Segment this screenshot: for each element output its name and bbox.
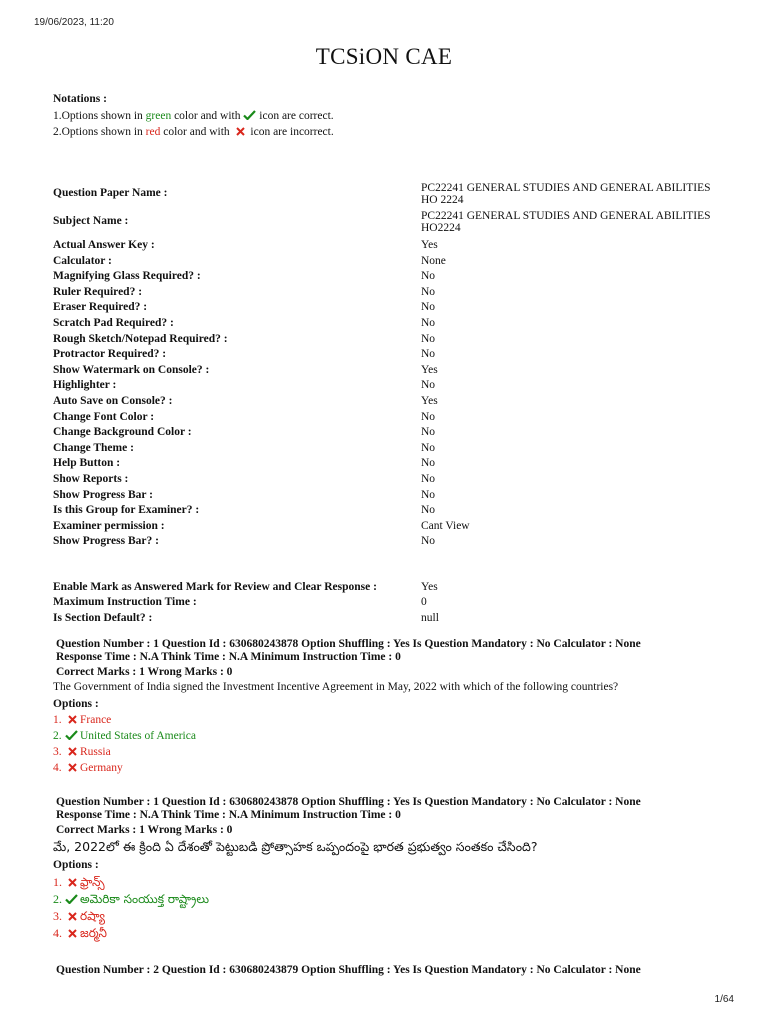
detail-value: No bbox=[421, 472, 436, 485]
detail-key: Help Button : bbox=[53, 457, 121, 470]
check-icon bbox=[65, 894, 78, 904]
option-number: 3. bbox=[53, 908, 62, 923]
notations-heading: Notations : bbox=[53, 93, 107, 105]
detail-value: 0 bbox=[421, 596, 427, 609]
option-item bbox=[53, 728, 713, 744]
notation-incorrect bbox=[53, 124, 713, 140]
option-number: 4. bbox=[53, 925, 62, 940]
option-label: Russia bbox=[80, 745, 111, 758]
section-details-table bbox=[53, 580, 713, 627]
option-label: ఫ్రాన్స్ bbox=[80, 874, 105, 889]
detail-row bbox=[53, 378, 713, 394]
detail-key: Highlighter : bbox=[53, 379, 117, 392]
option-label: అమెరికా సంయుక్త రాష్ట్రాలు bbox=[80, 891, 209, 906]
page-number: 1/64 bbox=[714, 994, 734, 1005]
cross-icon bbox=[68, 878, 77, 887]
red-word: red bbox=[145, 126, 161, 138]
option-number: 2. bbox=[53, 729, 62, 742]
notation-text: 1.Options shown in bbox=[53, 110, 146, 122]
detail-value: No bbox=[421, 457, 436, 470]
option-number: 1. bbox=[53, 874, 62, 889]
detail-key: Subject Name : bbox=[53, 215, 129, 227]
notations bbox=[53, 91, 713, 182]
question-marks: Correct Marks : 1 Wrong Marks : 0 bbox=[56, 823, 233, 836]
detail-value: Yes bbox=[421, 394, 438, 407]
option-number: 3. bbox=[53, 745, 62, 758]
detail-row bbox=[53, 332, 713, 348]
detail-key: Eraser Required? : bbox=[53, 301, 148, 314]
detail-row bbox=[53, 254, 713, 270]
detail-key: Is Section Default? : bbox=[53, 612, 153, 625]
detail-value: No bbox=[421, 426, 436, 439]
detail-row bbox=[53, 425, 713, 441]
detail-row bbox=[53, 472, 713, 488]
detail-value: Yes bbox=[421, 239, 438, 251]
option-item bbox=[53, 744, 713, 760]
detail-value: No bbox=[421, 379, 436, 392]
detail-key: Show Reports : bbox=[53, 472, 129, 485]
question-marks: Correct Marks : 1 Wrong Marks : 0 bbox=[56, 665, 233, 678]
cross-icon bbox=[68, 912, 77, 921]
detail-key: Change Background Color : bbox=[53, 426, 192, 439]
detail-key: Change Font Color : bbox=[53, 410, 155, 423]
detail-value: No bbox=[421, 535, 436, 548]
option-item bbox=[53, 712, 713, 728]
detail-row bbox=[53, 316, 713, 332]
detail-value: No bbox=[421, 410, 436, 423]
detail-row bbox=[53, 347, 713, 363]
detail-value: No bbox=[421, 348, 436, 361]
detail-row bbox=[53, 488, 713, 504]
detail-key: Ruler Required? : bbox=[53, 285, 143, 298]
cross-icon bbox=[68, 715, 77, 724]
option-item bbox=[53, 891, 713, 908]
detail-key: Change Theme : bbox=[53, 441, 134, 454]
cross-icon bbox=[68, 747, 77, 756]
detail-row bbox=[53, 394, 713, 410]
detail-row bbox=[53, 441, 713, 457]
detail-key: Scratch Pad Required? : bbox=[53, 316, 174, 329]
detail-value: No bbox=[421, 270, 436, 283]
detail-value: No bbox=[421, 316, 436, 329]
detail-value: No bbox=[421, 301, 436, 314]
detail-key: Magnifying Glass Required? : bbox=[53, 270, 201, 283]
detail-value: None bbox=[421, 254, 446, 267]
detail-row bbox=[53, 595, 713, 611]
detail-key: Show Progress Bar : bbox=[53, 488, 153, 501]
detail-key: Is this Group for Examiner? : bbox=[53, 504, 200, 517]
question-header: Question Number : 1 Question Id : 630680243878 Option Shuffling : Yes Is Question Mandatory : No Calculator : None bbox=[56, 795, 641, 808]
options-label: Options : bbox=[53, 858, 99, 871]
detail-row bbox=[53, 363, 713, 379]
check-icon bbox=[243, 110, 256, 120]
detail-key: Rough Sketch/Notepad Required? : bbox=[53, 332, 228, 345]
notation-text: 2.Options shown in bbox=[53, 126, 146, 138]
detail-key: Calculator : bbox=[53, 254, 112, 267]
option-item bbox=[53, 874, 713, 891]
detail-key: Examiner permission : bbox=[53, 519, 165, 532]
cross-icon bbox=[68, 763, 77, 772]
question-timing: Response Time : N.A Think Time : N.A Minimum Instruction Time : 0 bbox=[56, 650, 401, 663]
question-header: Question Number : 1 Question Id : 630680243878 Option Shuffling : Yes Is Question Mandatory : No Calculator : None bbox=[56, 637, 641, 650]
detail-value: No bbox=[421, 285, 436, 298]
page-title: TCSiON CAE bbox=[315, 44, 453, 69]
detail-row bbox=[53, 519, 713, 535]
option-label: United States of America bbox=[80, 729, 196, 742]
notation-text: icon are incorrect. bbox=[247, 126, 334, 138]
notation-text: color and with bbox=[171, 110, 244, 122]
detail-key: Auto Save on Console? : bbox=[53, 394, 173, 407]
question-header: Question Number : 2 Question Id : 630680243879 Option Shuffling : Yes Is Question Mandatory : No Calculator : None bbox=[56, 963, 641, 976]
detail-value: Yes bbox=[421, 363, 438, 376]
detail-value: No bbox=[421, 504, 436, 517]
green-word: green bbox=[145, 110, 172, 122]
detail-row bbox=[53, 611, 713, 627]
option-item bbox=[53, 760, 713, 776]
question-timing: Response Time : N.A Think Time : N.A Minimum Instruction Time : 0 bbox=[56, 808, 401, 821]
detail-row bbox=[53, 580, 713, 596]
detail-row bbox=[53, 285, 713, 301]
options-label: Options : bbox=[53, 697, 99, 710]
notation-correct bbox=[53, 108, 713, 124]
option-label: France bbox=[80, 713, 112, 726]
question-block bbox=[53, 964, 713, 977]
detail-key: Protractor Required? : bbox=[53, 348, 167, 361]
detail-row bbox=[53, 182, 713, 210]
cross-icon bbox=[236, 127, 245, 136]
detail-value: No bbox=[421, 441, 436, 454]
detail-row bbox=[53, 410, 713, 426]
question-block bbox=[53, 638, 713, 776]
detail-key: Show Watermark on Console? : bbox=[53, 363, 210, 376]
cross-icon bbox=[68, 929, 77, 938]
question-block bbox=[53, 796, 713, 942]
notation-text: color and with bbox=[160, 126, 233, 138]
print-timestamp: 19/06/2023, 11:20 bbox=[34, 17, 114, 28]
detail-value: No bbox=[421, 332, 436, 345]
detail-value: No bbox=[421, 488, 436, 501]
detail-row bbox=[53, 269, 713, 285]
notation-text: icon are correct. bbox=[256, 110, 334, 122]
detail-key: Maximum Instruction Time : bbox=[53, 596, 197, 609]
option-number: 4. bbox=[53, 761, 62, 774]
detail-row bbox=[53, 456, 713, 472]
option-label: Germany bbox=[80, 761, 123, 774]
option-number: 1. bbox=[53, 713, 62, 726]
detail-key: Question Paper Name : bbox=[53, 187, 168, 199]
option-label: జర్మనీ bbox=[80, 925, 107, 940]
check-icon bbox=[65, 730, 78, 740]
paper-details-table bbox=[53, 182, 713, 550]
detail-key: Show Progress Bar? : bbox=[53, 535, 159, 548]
question-text: మే, 2022లో ఈ క్రింది ఏ దేశంతో పెట్టుబడి ప్రోత్సాహక ఒప్పందంపై భారత ప్రభుత్వం సంతకం చేసింది? bbox=[53, 838, 538, 854]
detail-row bbox=[53, 300, 713, 316]
detail-row bbox=[53, 503, 713, 519]
option-item bbox=[53, 925, 713, 942]
detail-key: Enable Mark as Answered Mark for Review and Clear Response : bbox=[53, 580, 377, 593]
option-number: 2. bbox=[53, 891, 62, 906]
detail-value: PC22241 GENERAL STUDIES AND GENERAL ABILITIES HO 2224 bbox=[421, 182, 711, 206]
detail-key: Actual Answer Key : bbox=[53, 239, 155, 251]
option-item bbox=[53, 908, 713, 925]
option-label: రష్యా bbox=[80, 908, 105, 923]
detail-row bbox=[53, 210, 713, 238]
detail-value: Cant View bbox=[421, 519, 470, 532]
document-body bbox=[53, 91, 713, 977]
detail-value: PC22241 GENERAL STUDIES AND GENERAL ABILITIES HO2224 bbox=[421, 210, 711, 234]
detail-value: null bbox=[421, 612, 439, 625]
detail-value: Yes bbox=[421, 580, 438, 593]
detail-row bbox=[53, 534, 713, 550]
question-text: The Government of India signed the Investment Incentive Agreement in May, 2022 with which of the following countries? bbox=[53, 680, 619, 693]
detail-row bbox=[53, 238, 713, 254]
